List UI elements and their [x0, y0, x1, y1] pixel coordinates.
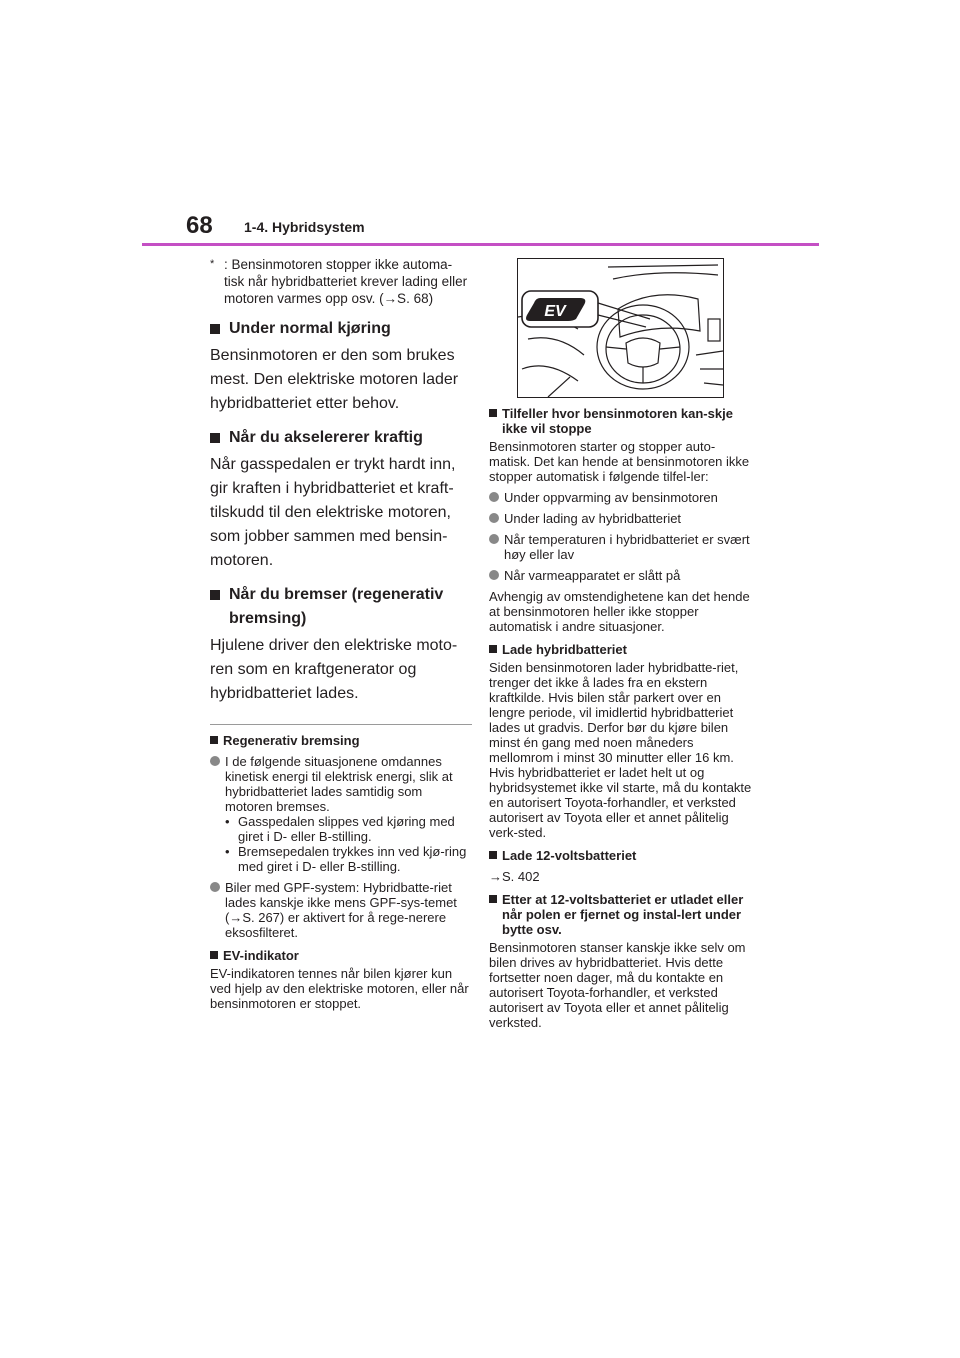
heading-ev-indicator	[210, 948, 472, 963]
circle-bullet-icon	[210, 756, 220, 766]
square-bullet-icon	[489, 645, 497, 653]
list-item	[489, 490, 753, 505]
heading-engine-may-not-stop	[489, 406, 753, 436]
sub-list-item-text: Gasspedalen slippes ved kjøring med giret i D- eller B-stilling.	[238, 814, 455, 844]
square-bullet-icon	[210, 590, 220, 600]
page-number: 68	[186, 212, 213, 239]
header-rule	[142, 243, 819, 246]
heading-text: EV-indikator	[223, 948, 299, 963]
square-bullet-icon	[489, 895, 497, 903]
dashboard-drawing	[518, 259, 723, 397]
paragraph-hard-acceleration: Når gasspedalen er trykt hardt inn, gir kraften i hybridbatteriet et kraft-tilskudd til den elektriske motoren, som jobber sammen med bensin-motoren.	[210, 456, 456, 569]
square-bullet-icon	[210, 736, 218, 744]
section-title: 1-4. Hybridsystem	[244, 219, 365, 235]
ev-badge-label: EV	[544, 303, 566, 320]
list-item	[489, 568, 753, 583]
square-bullet-icon	[210, 324, 220, 334]
heading-text: Når du akselererer kraftig	[229, 429, 423, 446]
heading-normal-driving	[210, 317, 472, 341]
square-bullet-icon	[489, 409, 497, 417]
circle-bullet-icon	[489, 492, 499, 502]
list-item-text: Når varmeapparatet er slått på	[504, 568, 681, 583]
sub-list-item	[225, 814, 472, 844]
square-bullet-icon	[489, 851, 497, 859]
heading-text: Når du bremser (regenerativ bremsing)	[229, 586, 444, 627]
heading-charge-12v-battery	[489, 848, 753, 863]
list-item-text: Biler med GPF-system: Hybridbatte-riet lades kanskje ikke mens GPF-sys-temet (→S. 267) er aktivert for å rege-nerere eksosfilteret.	[225, 880, 457, 940]
list-item-text: Når temperaturen i hybridbatteriet er svært høy eller lav	[504, 532, 750, 562]
heading-text: Etter at 12-voltsbatteriet er utladet eller når polen er fjernet og instal-lert under bytte osv.	[502, 892, 744, 937]
circle-bullet-icon	[489, 534, 499, 544]
footnote	[210, 256, 472, 307]
list-item	[210, 880, 472, 940]
heading-text: Lade 12-voltsbatteriet	[502, 848, 637, 863]
page-reference-link[interactable]: →S. 402	[489, 869, 540, 884]
list-item-text: Under lading av hybridbatteriet	[504, 511, 682, 526]
list-item	[489, 532, 753, 562]
paragraph-engine-may-not-stop-outro: Avhengig av omstendighetene kan det hende at bensinmotoren heller ikke stopper automatisk i andre situasjoner.	[489, 589, 750, 634]
square-bullet-icon	[210, 433, 220, 443]
list-item	[489, 511, 753, 526]
paragraph-normal-driving: Bensinmotoren er den som brukes mest. Den elektriske motoren lader hybridbatteriet etter behov.	[210, 347, 459, 412]
heading-hard-acceleration	[210, 426, 472, 450]
footnote-text: : Bensinmotoren stopper ikke automa-tisk når hybridbatteriet krever lading eller motoren varmes opp osv. (→S. 68)	[224, 257, 468, 306]
heading-text: Regenerativ bremsing	[223, 733, 360, 748]
heading-regenerative-braking	[210, 733, 472, 748]
sub-list-item-text: Bremsepedalen trykkes inn ved kjø-ring med giret i D- eller B-stilling.	[238, 844, 467, 874]
dashboard-illustration	[517, 258, 724, 398]
heading-after-12v-discharged	[489, 892, 753, 937]
sub-bullet-marker: •	[225, 814, 230, 829]
paragraph-engine-may-not-stop-intro: Bensinmotoren starter og stopper auto-matisk. Det kan hende at bensinmotoren ikke stopper automatisk i følgende tilfel-ler:	[489, 439, 750, 484]
circle-bullet-icon	[210, 882, 220, 892]
list-item-text: I de følgende situasjonene omdannes kinetisk energi til elektrisk energi, slik at hybridbatteriet lades samtidig som motoren bremses.	[225, 754, 453, 814]
heading-text: Under normal kjøring	[229, 320, 391, 337]
left-column	[210, 256, 472, 1011]
section-divider	[210, 724, 472, 725]
paragraph-braking: Hjulene driver den elektriske moto-ren som en kraftgenerator og hybridbatteriet lades.	[210, 637, 458, 702]
circle-bullet-icon	[489, 570, 499, 580]
square-bullet-icon	[210, 951, 218, 959]
sub-bullet-marker: •	[225, 844, 230, 859]
paragraph-after-12v-discharged: Bensinmotoren stanser kanskje ikke selv om bilen drives av hybridbatteriet. Hvis dette fortsetter noen dager, må du kontakte en autorisert Toyota-forhandler, et verksted autorisert av Toyota eller et annet pålitelig verksted.	[489, 940, 746, 1030]
list-item-text: Under oppvarming av bensinmotoren	[504, 490, 718, 505]
paragraph-ev-indicator: EV-indikatoren tennes når bilen kjører kun ved hjelp av den elektriske motoren, eller når bensinmotoren er stoppet.	[210, 966, 469, 1011]
heading-text: Tilfeller hvor bensinmotoren kan-skje ikke vil stoppe	[502, 406, 733, 436]
paragraph-charge-hybrid-battery: Siden bensinmotoren lader hybridbatte-riet, trenger det ikke å lades fra en ekstern kraftkilde. Hvis bilen står parkert over en lengre periode, vil imidlertid hybridbatteriet lades ut gradvis. Derfor bør du kjøre bilen minst én gang med noen måneders mellomrom i minst 30 minutter eller 16 km. Hvis hybridbatteriet er ladet helt ut og hybridsystemet ikke vil starte, må du kontakte en autorisert Toyota-forhandler, et verksted autorisert av Toyota eller et annet pålitelig verk-sted.	[489, 660, 752, 840]
list-item	[210, 754, 472, 814]
heading-braking	[210, 583, 472, 631]
circle-bullet-icon	[489, 513, 499, 523]
heading-charge-hybrid-battery	[489, 642, 753, 657]
heading-text: Lade hybridbatteriet	[502, 642, 627, 657]
footnote-marker: *	[210, 258, 215, 270]
sub-list-item	[225, 844, 472, 874]
right-column	[489, 258, 753, 1030]
